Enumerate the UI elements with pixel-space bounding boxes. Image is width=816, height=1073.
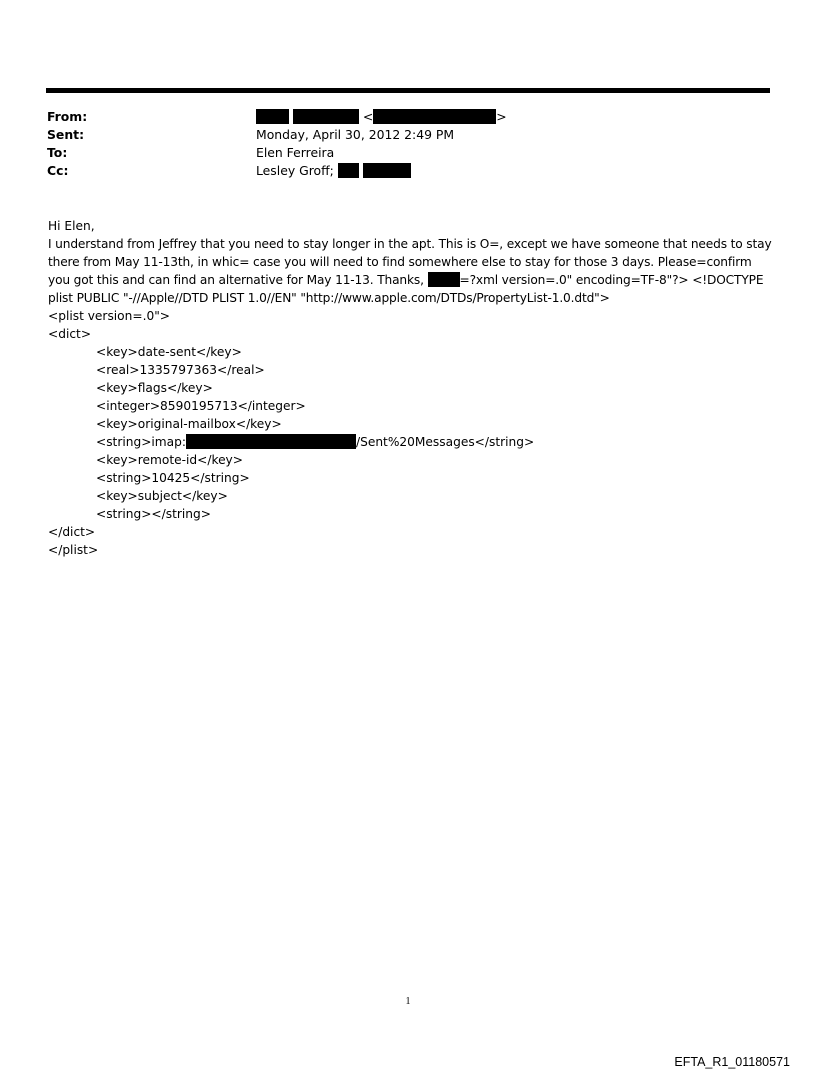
- plist-line: <string>10425</string>: [96, 471, 250, 485]
- plist-line: <key>remote-id</key>: [96, 453, 243, 467]
- bates-number: EFTA_R1_01180571: [674, 1055, 790, 1069]
- to-value: Elen Ferreira: [256, 145, 335, 160]
- from-open-angle: <: [362, 109, 374, 124]
- from-value: [256, 108, 507, 126]
- redaction-box: [428, 272, 460, 287]
- plist-line: <key>date-sent</key>: [96, 345, 242, 359]
- cc-name: Lesley Groff;: [256, 163, 334, 178]
- dict-close: </dict>: [48, 525, 96, 539]
- plist-line-imap: [48, 433, 773, 451]
- imap-prefix: <string>imap:: [96, 435, 186, 449]
- redaction-box: [186, 434, 356, 449]
- imap-suffix: /Sent%20Messages</string>: [355, 435, 535, 449]
- plist-line: <key>flags</key>: [96, 381, 213, 395]
- plist-line: <key>original-mailbox</key>: [96, 417, 282, 431]
- redaction-box: [373, 109, 496, 124]
- redaction-box: [256, 109, 289, 124]
- email-header: [47, 108, 747, 180]
- from-label: From:: [47, 109, 88, 124]
- from-close-angle: >: [496, 109, 507, 124]
- sent-label: Sent:: [47, 127, 85, 142]
- message-text: I understand from Jeffrey that you need to stay longer in the apt. This is O=, except we have someone that needs to stay there from May 11-13th, in whic= case you will need to find somewhere else to stay for those 3 days. Please=confirm you got this and can find an alternative for May 11-13. Thanks,: [48, 237, 772, 287]
- message-paragraph: [48, 235, 773, 307]
- plist-close: </plist>: [48, 543, 99, 557]
- cc-row: [47, 162, 747, 180]
- cc-value: [256, 162, 411, 180]
- plist-line: <integer>8590195713</integer>: [96, 399, 306, 413]
- from-row: [47, 108, 747, 126]
- greeting: Hi Elen,: [48, 219, 95, 233]
- plist-line: <key>subject</key>: [96, 489, 228, 503]
- to-label: To:: [47, 145, 68, 160]
- message-xml-text: =?xml version=.0" encoding=TF-8"?> <!DOCTYPE plist PUBLIC "-//Apple//DTD PLIST 1.0//EN" "http://www.apple.com/DTDs/PropertyList-1.0.dtd">: [48, 273, 764, 305]
- plist-line: <string></string>: [96, 507, 211, 521]
- dict-open: <dict>: [48, 327, 92, 341]
- to-row: [47, 144, 747, 162]
- sent-row: [47, 126, 747, 144]
- plist-line: <real>1335797363</real>: [96, 363, 265, 377]
- plist-open: <plist version=.0">: [48, 309, 171, 323]
- redaction-box: [363, 163, 411, 178]
- page-number: 1: [405, 996, 411, 1007]
- sent-value: Monday, April 30, 2012 2:49 PM: [256, 127, 455, 142]
- redaction-box: [338, 163, 359, 178]
- cc-label: Cc:: [47, 163, 69, 178]
- email-body: [48, 217, 773, 559]
- redaction-box: [293, 109, 359, 124]
- header-rule: [46, 88, 770, 93]
